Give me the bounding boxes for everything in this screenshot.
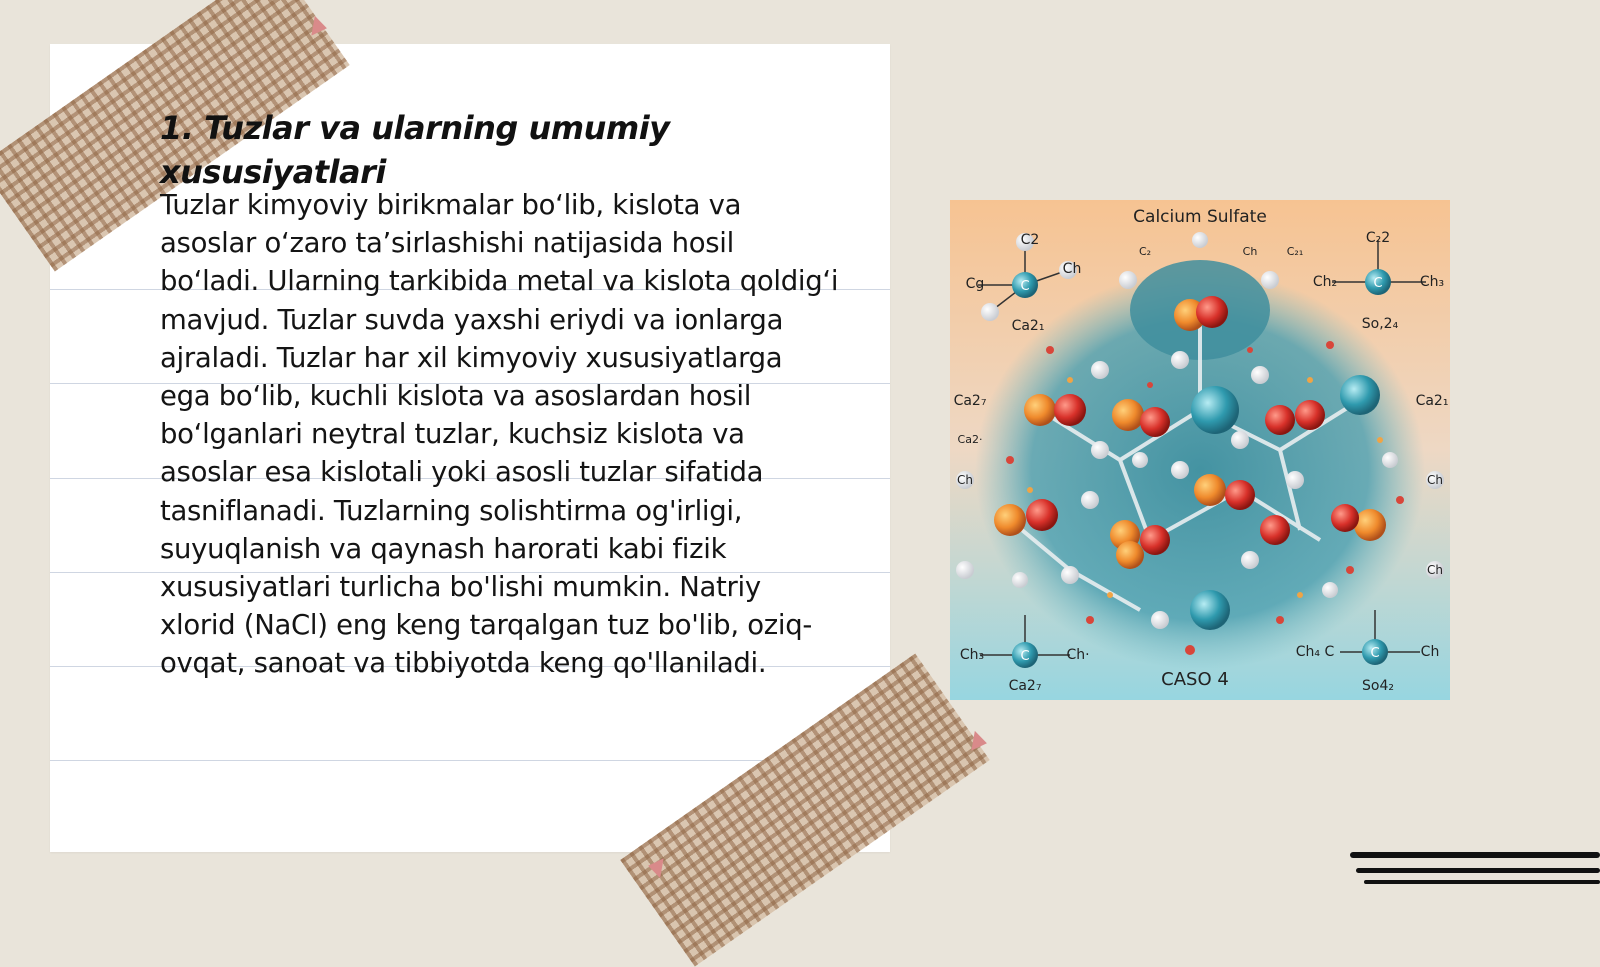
- tape-tip: [971, 731, 988, 753]
- molecule-artwork: [950, 200, 1450, 700]
- brush-stroke: [1356, 868, 1600, 873]
- atom-label: Ca2₁: [1011, 318, 1045, 334]
- atom-label: Ch·: [1066, 647, 1090, 663]
- atom-label: Ch: [957, 473, 973, 487]
- atom-label: C: [1370, 646, 1380, 661]
- atom-label: Ch: [1420, 644, 1440, 660]
- slide-title: 1. Tuzlar va ularning umumiy xususiyatlari: [160, 109, 670, 191]
- atom-label: Cg: [965, 276, 985, 292]
- brush-stroke: [1364, 880, 1600, 884]
- atom-label: C: [1373, 276, 1383, 291]
- atom-label: Ch: [1427, 563, 1443, 577]
- atom-label: Ch₃: [1419, 274, 1445, 290]
- atom-label: C₂₁: [1286, 245, 1304, 258]
- calcium-sulfate-illustration: [950, 200, 1450, 700]
- atom-label: Ca2₇: [953, 393, 987, 409]
- atom-label: C: [1020, 279, 1030, 294]
- atom-label: So4₂: [1362, 678, 1394, 694]
- atom-label: Ch₂: [1312, 274, 1338, 290]
- atom-label: C2: [1020, 232, 1040, 248]
- atom-label: Ca2·: [957, 433, 983, 446]
- atom-label: Ch₃: [959, 647, 985, 663]
- atom-label: C: [1020, 649, 1030, 664]
- atom-label: Ch: [1242, 245, 1258, 258]
- slide-body-text: Tuzlar kimyoviy birikmalar bo‘lib, kislota va asoslar o‘zaro ta’sirlashishi natijasida hosil bo‘ladi. Ularning tarkibida metal va kislota qoldig‘i mavjud. Tuzlar suvda yaxshi eriydi va ionlarga ajraladi. Tuzlar har xil kimyoviy xususiyatlarga ega bo‘lib, kuchli kislota va asoslardan hosil bo‘lganlari neytral tuzlar, kuchsiz kislota va asoslar esa kislotali yoki asosli tuzlar sifatida tasniflanadi. Tuzlarning solishtirma og'irligi, suyuqlanish va qaynash harorati kabi fizik xususiyatlari turlicha bo'lishi mumkin. Natriy xlorid (NaCl) eng keng tarqalgan tuz bo'lib, oziq-ovqat, sanoat va tibbiyotda keng qo'llaniladi.: [160, 189, 839, 680]
- atom-label: Ca2₇: [1008, 678, 1042, 694]
- atom-label: So,2₄: [1361, 316, 1399, 332]
- atom-label: Ch: [1427, 473, 1443, 487]
- atom-label: C₂: [1138, 245, 1152, 258]
- illustration-heading: Calcium Sulfate: [1133, 207, 1267, 227]
- illustration-formula: CASO 4: [1161, 669, 1229, 690]
- brush-stroke: [1350, 852, 1600, 858]
- atom-label: Ch: [1062, 261, 1082, 277]
- atom-label: C₂2: [1365, 230, 1391, 246]
- atom-label: Ca2₁: [1415, 393, 1449, 409]
- atom-label: Ch₄ C: [1295, 644, 1335, 660]
